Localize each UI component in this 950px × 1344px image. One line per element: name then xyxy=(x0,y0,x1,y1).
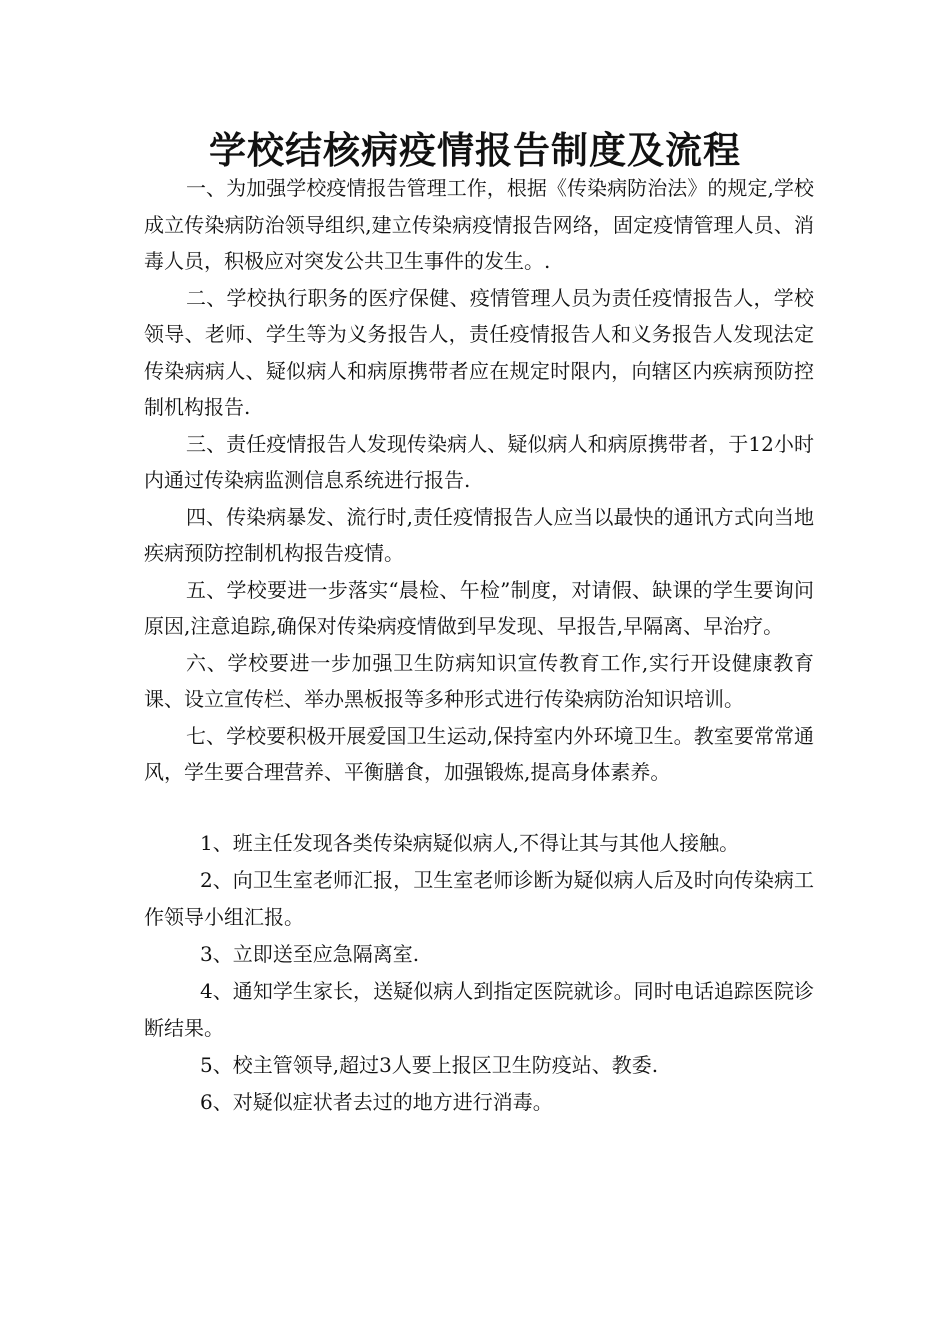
procedure-step-4: 4、通知学生家长，送疑似病人到指定医院就诊。同时电话追踪医院诊断结果。 xyxy=(144,978,814,1040)
section-spacer xyxy=(144,791,814,825)
rule-paragraph-4: 四、传染病暴发、流行时,责任疫情报告人应当以最快的通讯方式向当地疾病预防控制机构报告疫情。 xyxy=(144,504,814,565)
page-title: 学校结核病疫情报告制度及流程 xyxy=(209,128,741,172)
rule-paragraph-6: 六、学校要进一步加强卫生防病知识宣传教育工作,实行开设健康教育课、设立宣传栏、举办黑板报等多种形式进行传染病防治知识培训。 xyxy=(144,650,814,711)
procedure-step-2: 2、向卫生室老师汇报，卫生室老师诊断为疑似病人后及时向传染病工作领导小组汇报。 xyxy=(144,867,814,929)
procedure-step-1: 1、班主任发现各类传染病疑似病人,不得让其与其他人接触。 xyxy=(200,830,740,855)
procedure-step-6: 6、对疑似症状者去过的地方进行消毒。 xyxy=(200,1089,553,1114)
procedure-step-3: 3、立即送至应急隔离室. xyxy=(200,941,420,966)
document-body xyxy=(144,170,814,1121)
rule-paragraph-3: 三、责任疫情报告人发现传染病人、疑似病人和病原携带者，于12小时内通过传染病监测信息系统进行报告. xyxy=(144,431,814,492)
procedure-step-5: 5、校主管领导,超过3人要上报区卫生防疫站、教委. xyxy=(200,1052,659,1077)
rule-paragraph-5: 五、学校要进一步落实“晨检、午检”制度，对请假、缺课的学生要询问原因,注意追踪,确保对传染病疫情做到早发现、早报告,早隔离、早治疗。 xyxy=(144,577,814,638)
rule-paragraph-7: 七、学校要积极开展爱国卫生运动,保持室内外环境卫生。教室要常常通风，学生要合理营养、平衡膳食，加强锻炼,提高身体素养。 xyxy=(144,723,814,784)
rule-paragraph-1: 一、为加强学校疫情报告管理工作，根据《传染病防治法》的规定,学校成立传染病防治领导组织,建立传染病疫情报告网络，固定疫情管理人员、消毒人员，积极应对突发公共卫生事件的发生。. xyxy=(144,176,814,273)
rule-paragraph-2: 二、学校执行职务的医疗保健、疫情管理人员为责任疫情报告人，学校领导、老师、学生等为义务报告人，责任疫情报告人和义务报告人发现法定传染病病人、疑似病人和病原携带者应在规定时限内，向辖区内疾病预防控制机构报告. xyxy=(144,285,814,419)
